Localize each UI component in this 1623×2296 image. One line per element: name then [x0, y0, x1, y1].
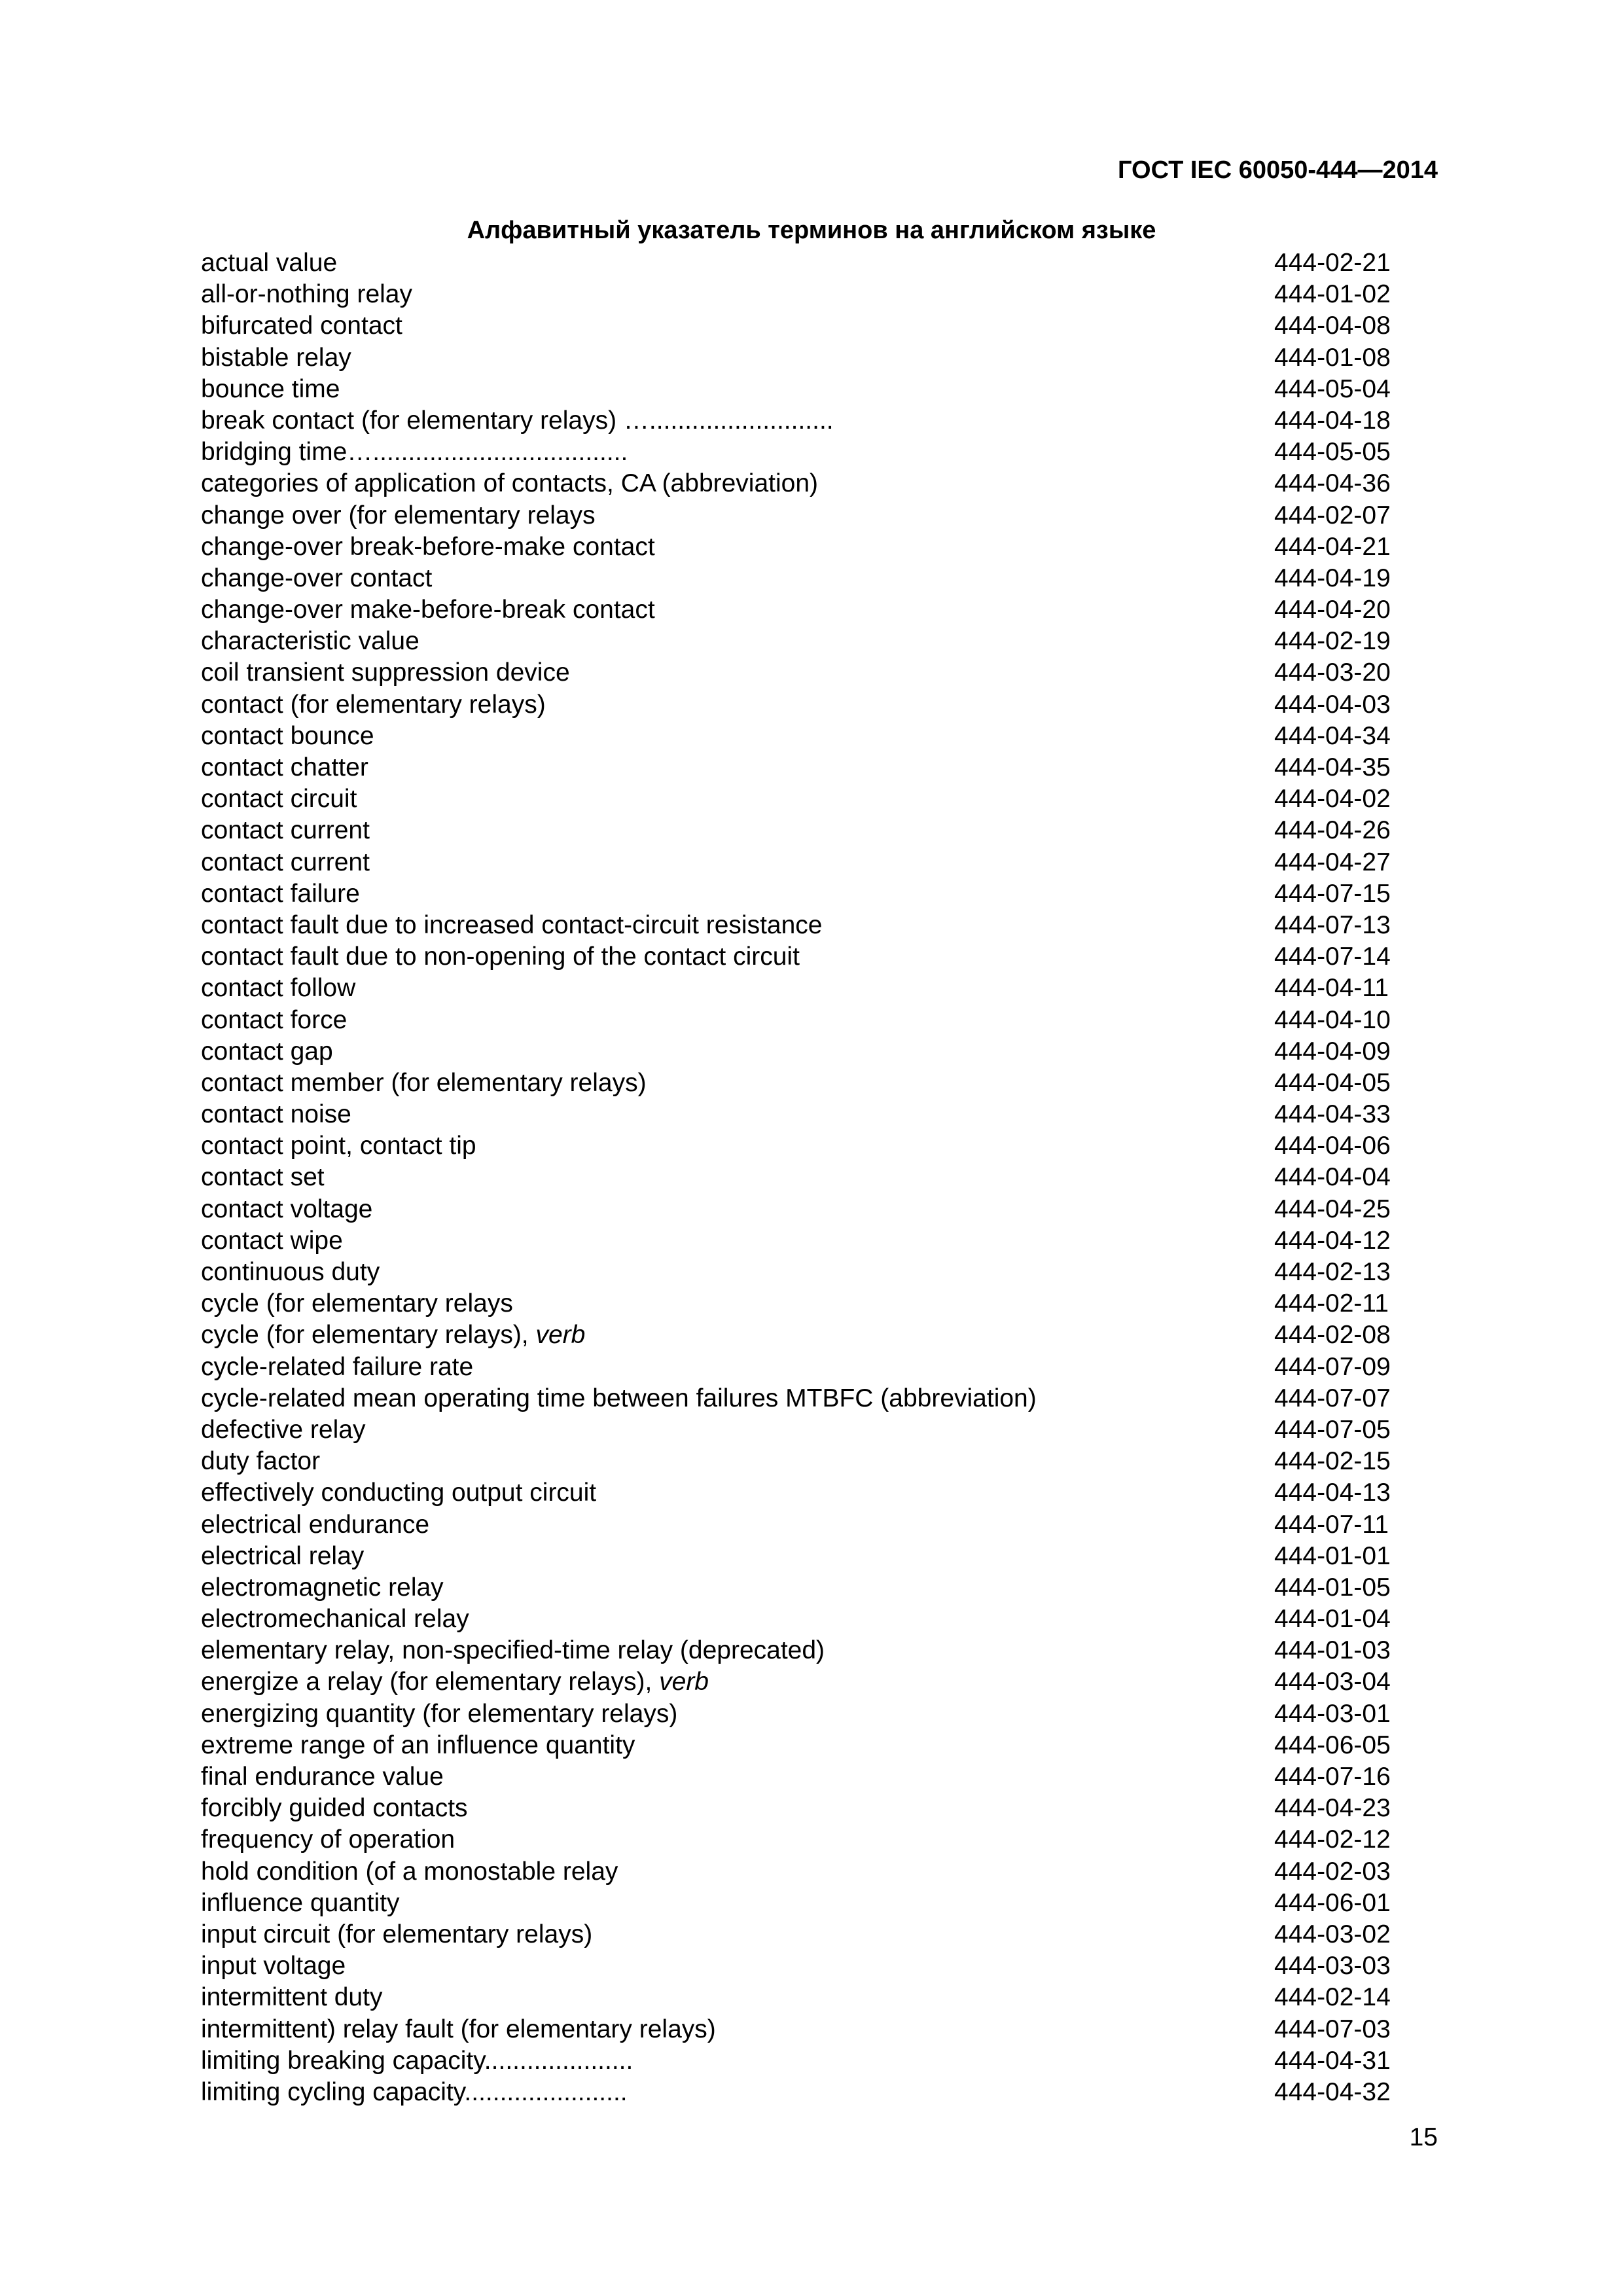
index-entry [201, 1950, 1399, 1982]
index-term-label: intermittent duty [201, 1983, 383, 2012]
index-term [201, 1477, 596, 1509]
index-term-label: forcibly guided contacts [201, 1794, 468, 1823]
index-term-label: change over (for elementary relays [201, 501, 596, 529]
index-term [201, 1793, 468, 1824]
index-entry [201, 468, 1399, 499]
index-term-reference: 444-05-04 [1274, 374, 1391, 403]
index-term [201, 626, 419, 657]
index-term-label: contact follow [201, 974, 356, 1003]
index-term [201, 973, 355, 1004]
index-term-label: bistable relay [201, 343, 351, 372]
index-term-reference: 444-07-05 [1274, 1415, 1391, 1444]
index-term [201, 1572, 444, 1604]
index-term [201, 1982, 382, 2013]
index-term-reference: 444-04-13 [1274, 1479, 1391, 1507]
index-term-label: duty factor [201, 1447, 321, 1476]
index-term-label: contact noise [201, 1100, 351, 1129]
index-term-label: characteristic value [201, 627, 419, 656]
index-term-label: electrical endurance [201, 1510, 430, 1539]
index-entry [201, 1856, 1399, 1888]
index-entry [201, 910, 1399, 941]
index-entry [201, 1509, 1399, 1541]
page-number: 15 [1409, 2123, 1438, 2151]
index-term-label: contact (for elementary relays) [201, 690, 546, 719]
index-term [201, 1666, 709, 1698]
index-term [201, 657, 570, 689]
index-term-reference: 444-03-03 [1274, 1952, 1391, 1981]
index-term [201, 279, 412, 310]
index-term-reference: 444-04-26 [1274, 816, 1391, 845]
index-term-label: actual value [201, 249, 338, 277]
index-entry [201, 310, 1399, 342]
index-entry [201, 437, 1399, 468]
index-term [201, 878, 360, 910]
index-term-reference: 444-05-05 [1274, 438, 1391, 467]
index-term-label: limiting breaking capacity..................... [201, 2046, 633, 2075]
index-term-reference: 444-04-11 [1274, 974, 1389, 1003]
index-term-label: change-over make-before-break contact [201, 596, 655, 624]
index-term [201, 1319, 585, 1351]
index-entry [201, 815, 1399, 846]
index-term-reference: 444-04-03 [1274, 690, 1391, 719]
index-term [201, 405, 834, 437]
index-entry [201, 1982, 1399, 2013]
index-term-reference: 444-04-02 [1274, 785, 1391, 814]
index-entry [201, 689, 1399, 721]
index-term [201, 531, 655, 563]
index-term [201, 1635, 825, 1666]
index-entry [201, 594, 1399, 626]
index-term [201, 594, 655, 626]
index-term-reference: 444-04-36 [1274, 469, 1391, 498]
index-term [201, 1194, 372, 1225]
index-term [201, 1383, 1037, 1414]
index-term-reference: 444-03-04 [1274, 1668, 1391, 1696]
index-term-label: limiting cycling capacity....................... [201, 2077, 628, 2106]
index-entry [201, 1477, 1399, 1509]
index-term-part-of-speech: verb [535, 1321, 586, 1350]
index-term [201, 468, 818, 499]
index-term [201, 910, 822, 941]
index-term-reference: 444-01-04 [1274, 1605, 1391, 1634]
index-term [201, 689, 546, 721]
index-term [201, 752, 368, 783]
index-term-label: energize a relay (for elementary relays), [201, 1668, 652, 1696]
index-term [201, 1604, 469, 1635]
index-term-reference: 444-01-02 [1274, 280, 1391, 309]
index-term [201, 1414, 365, 1446]
index-term-reference: 444-03-02 [1274, 1920, 1391, 1948]
index-term-reference: 444-06-01 [1274, 1888, 1391, 1917]
index-term-label: continuous duty [201, 1258, 380, 1286]
index-term-reference: 444-03-20 [1274, 658, 1391, 687]
index-term-reference: 444-04-08 [1274, 312, 1391, 340]
index-term-label: contact wipe [201, 1226, 343, 1255]
index-term-reference: 444-04-33 [1274, 1100, 1391, 1129]
index-entry [201, 1666, 1399, 1698]
index-term [201, 815, 370, 846]
index-term-label: contact member (for elementary relays) [201, 1068, 647, 1097]
index-term [201, 1099, 351, 1130]
index-term [201, 721, 374, 752]
index-entry [201, 1446, 1399, 1477]
index-entry [201, 1824, 1399, 1856]
index-term-label: energizing quantity (for elementary relays) [201, 1699, 678, 1728]
index-entry [201, 878, 1399, 910]
index-term [201, 1225, 343, 1257]
index-term-label: categories of application of contacts, CA (abbreviation) [201, 469, 819, 498]
index-term-label: contact circuit [201, 785, 357, 814]
index-term [201, 342, 351, 374]
index-term-reference: 444-04-18 [1274, 406, 1391, 435]
index-entry [201, 783, 1399, 815]
index-term-reference: 444-07-03 [1274, 2015, 1391, 2043]
index-term-label: input voltage [201, 1952, 346, 1981]
index-entry [201, 500, 1399, 531]
index-term-label: contact gap [201, 1037, 333, 1066]
index-entry [201, 1730, 1399, 1761]
index-term-label: influence quantity [201, 1888, 400, 1917]
index-term-reference: 444-04-34 [1274, 721, 1391, 750]
index-term [201, 941, 800, 973]
index-term [201, 1541, 364, 1572]
index-term-reference: 444-07-15 [1274, 879, 1391, 908]
index-term [201, 1919, 592, 1950]
index-term-label: defective relay [201, 1415, 366, 1444]
index-term-reference: 444-07-09 [1274, 1352, 1391, 1381]
index-term-reference: 444-07-07 [1274, 1384, 1391, 1412]
index-term-reference: 444-02-12 [1274, 1825, 1391, 1854]
index-term-reference: 444-07-14 [1274, 942, 1391, 971]
index-entry [201, 626, 1399, 657]
index-entry [201, 563, 1399, 594]
index-term-label: contact bounce [201, 721, 374, 750]
index-term [201, 1036, 333, 1067]
index-term-reference: 444-04-31 [1274, 2046, 1391, 2075]
index-term-label: hold condition (of a monostable relay [201, 1857, 618, 1886]
index-title: Алфавитный указатель терминов на английском языке [467, 217, 1156, 244]
index-term [201, 1509, 429, 1541]
index-term [201, 1067, 647, 1099]
index-entry [201, 1005, 1399, 1036]
index-term-part-of-speech: verb [659, 1668, 709, 1696]
index-term-reference: 444-01-03 [1274, 1636, 1391, 1665]
index-term-label: cycle-related failure rate [201, 1352, 474, 1381]
index-term [201, 1352, 473, 1383]
index-term-reference: 444-01-05 [1274, 1573, 1391, 1602]
index-term-label: contact force [201, 1005, 348, 1034]
index-term [201, 2014, 716, 2045]
index-term [201, 1856, 618, 1888]
index-term [201, 2045, 633, 2077]
index-entry [201, 1099, 1399, 1130]
index-term-label: bounce time [201, 374, 340, 403]
index-entry [201, 405, 1399, 437]
index-term [201, 1950, 346, 1982]
index-term-reference: 444-02-14 [1274, 1983, 1391, 2012]
index-entry [201, 1541, 1399, 1572]
index-term-label: all-or-nothing relay [201, 280, 412, 309]
index-term-label: contact point, contact tip [201, 1132, 476, 1160]
index-entry [201, 941, 1399, 973]
index-entry [201, 1257, 1399, 1288]
index-term [201, 1888, 400, 1919]
index-term [201, 247, 337, 279]
index-term [201, 1257, 380, 1288]
index-term-label: contact current [201, 816, 370, 845]
index-entry [201, 1793, 1399, 1824]
index-term-reference: 444-04-20 [1274, 596, 1391, 624]
index-term-label: coil transient suppression device [201, 658, 570, 687]
index-entry [201, 1194, 1399, 1225]
index-entry [201, 1130, 1399, 1162]
index-entry [201, 1319, 1399, 1351]
index-term-label: contact voltage [201, 1194, 373, 1223]
index-term-reference: 444-04-19 [1274, 564, 1391, 592]
index-term-label: electromagnetic relay [201, 1573, 444, 1602]
index-term-reference: 444-02-11 [1274, 1289, 1389, 1318]
index-term-reference: 444-02-19 [1274, 627, 1391, 656]
index-entry [201, 847, 1399, 878]
index-entry [201, 1067, 1399, 1099]
standard-header: ГОСТ IEC 60050-444—2014 [1117, 156, 1438, 184]
index-term-label: cycle-related mean operating time between failures MTBFC (abbreviation) [201, 1384, 1037, 1412]
index-term-label: elementary relay, non-specified-time relay (deprecated) [201, 1636, 825, 1665]
index-term [201, 2077, 628, 2108]
index-term-reference: 444-04-12 [1274, 1226, 1391, 1255]
index-term-reference: 444-01-01 [1274, 1541, 1391, 1570]
index-entry [201, 1352, 1399, 1383]
index-term-label: cycle (for elementary relays), [201, 1321, 529, 1350]
term-index-list [201, 247, 1399, 2108]
index-term-label: electromechanical relay [201, 1605, 469, 1634]
index-term-label: cycle (for elementary relays [201, 1289, 513, 1318]
index-term-label: contact failure [201, 879, 360, 908]
index-term [201, 310, 402, 342]
index-term-reference: 444-07-11 [1274, 1510, 1389, 1539]
index-entry [201, 247, 1399, 279]
index-entry [201, 752, 1399, 783]
index-term-reference: 444-06-05 [1274, 1731, 1391, 1759]
index-term-reference: 444-04-32 [1274, 2077, 1391, 2106]
index-term-reference: 444-01-08 [1274, 343, 1391, 372]
index-entry [201, 342, 1399, 374]
index-term [201, 1130, 476, 1162]
index-entry [201, 657, 1399, 689]
index-term-reference: 444-02-07 [1274, 501, 1391, 529]
index-entry [201, 1225, 1399, 1257]
index-term [201, 1288, 513, 1319]
index-term-label: intermittent) relay fault (for elementary relays) [201, 2015, 716, 2043]
index-entry [201, 1036, 1399, 1067]
index-term-reference: 444-04-27 [1274, 848, 1391, 876]
index-term-reference: 444-07-13 [1274, 910, 1391, 939]
index-term-label: effectively conducting output circuit [201, 1479, 597, 1507]
index-term [201, 847, 370, 878]
index-term [201, 437, 628, 468]
index-term-label: contact chatter [201, 753, 368, 781]
index-entry [201, 1288, 1399, 1319]
index-term-label: input circuit (for elementary relays) [201, 1920, 593, 1948]
index-term-reference: 444-02-03 [1274, 1857, 1391, 1886]
index-entry [201, 1888, 1399, 1919]
index-entry [201, 721, 1399, 752]
index-term [201, 374, 340, 405]
index-term-reference: 444-04-05 [1274, 1068, 1391, 1097]
index-term-reference: 444-04-25 [1274, 1194, 1391, 1223]
index-term-reference: 444-04-09 [1274, 1037, 1391, 1066]
index-term-reference: 444-04-10 [1274, 1005, 1391, 1034]
index-term [201, 1698, 677, 1730]
index-term-label: contact set [201, 1163, 325, 1192]
index-term-label: extreme range of an influence quantity [201, 1731, 635, 1759]
index-term-label: bridging time….................................... [201, 438, 628, 467]
index-entry [201, 1162, 1399, 1193]
index-term [201, 1824, 455, 1856]
index-term-reference: 444-03-01 [1274, 1699, 1391, 1728]
index-term [201, 1162, 325, 1193]
index-entry [201, 1572, 1399, 1604]
index-term-reference: 444-04-04 [1274, 1163, 1391, 1192]
index-term-label: final endurance value [201, 1763, 444, 1791]
index-term-label: break contact (for elementary relays) ….......................... [201, 406, 834, 435]
index-term-label: contact fault due to increased contact-circuit resistance [201, 910, 823, 939]
index-entry [201, 2045, 1399, 2077]
index-entry [201, 1604, 1399, 1635]
index-entry [201, 973, 1399, 1004]
index-term-reference: 444-04-06 [1274, 1132, 1391, 1160]
index-entry [201, 531, 1399, 563]
index-term-reference: 444-02-15 [1274, 1447, 1391, 1476]
index-term [201, 783, 357, 815]
index-entry [201, 1761, 1399, 1793]
index-term-label: change-over break-before-make contact [201, 532, 655, 561]
index-term-reference: 444-02-13 [1274, 1258, 1391, 1286]
index-term [201, 1730, 635, 1761]
index-term [201, 500, 596, 531]
index-entry [201, 1383, 1399, 1414]
index-term-reference: 444-02-08 [1274, 1321, 1391, 1350]
index-entry [201, 2014, 1399, 2045]
index-term-label: bifurcated contact [201, 312, 402, 340]
index-term-label: contact fault due to non-opening of the contact circuit [201, 942, 800, 971]
index-entry [201, 2077, 1399, 2108]
index-entry [201, 1414, 1399, 1446]
index-term-reference: 444-07-16 [1274, 1763, 1391, 1791]
index-term-label: contact current [201, 848, 370, 876]
index-term [201, 1761, 444, 1793]
index-entry [201, 279, 1399, 310]
index-term-reference: 444-04-23 [1274, 1794, 1391, 1823]
index-term [201, 563, 432, 594]
index-term [201, 1005, 347, 1036]
index-term-label: electrical relay [201, 1541, 365, 1570]
index-term [201, 1446, 320, 1477]
index-term-label: frequency of operation [201, 1825, 455, 1854]
index-term-reference: 444-04-35 [1274, 753, 1391, 781]
index-entry [201, 1919, 1399, 1950]
index-entry [201, 1635, 1399, 1666]
index-entry [201, 374, 1399, 405]
index-entry [201, 1698, 1399, 1730]
index-term-label: change-over contact [201, 564, 433, 592]
index-term-reference: 444-04-21 [1274, 532, 1391, 561]
index-term-reference: 444-02-21 [1274, 249, 1391, 277]
